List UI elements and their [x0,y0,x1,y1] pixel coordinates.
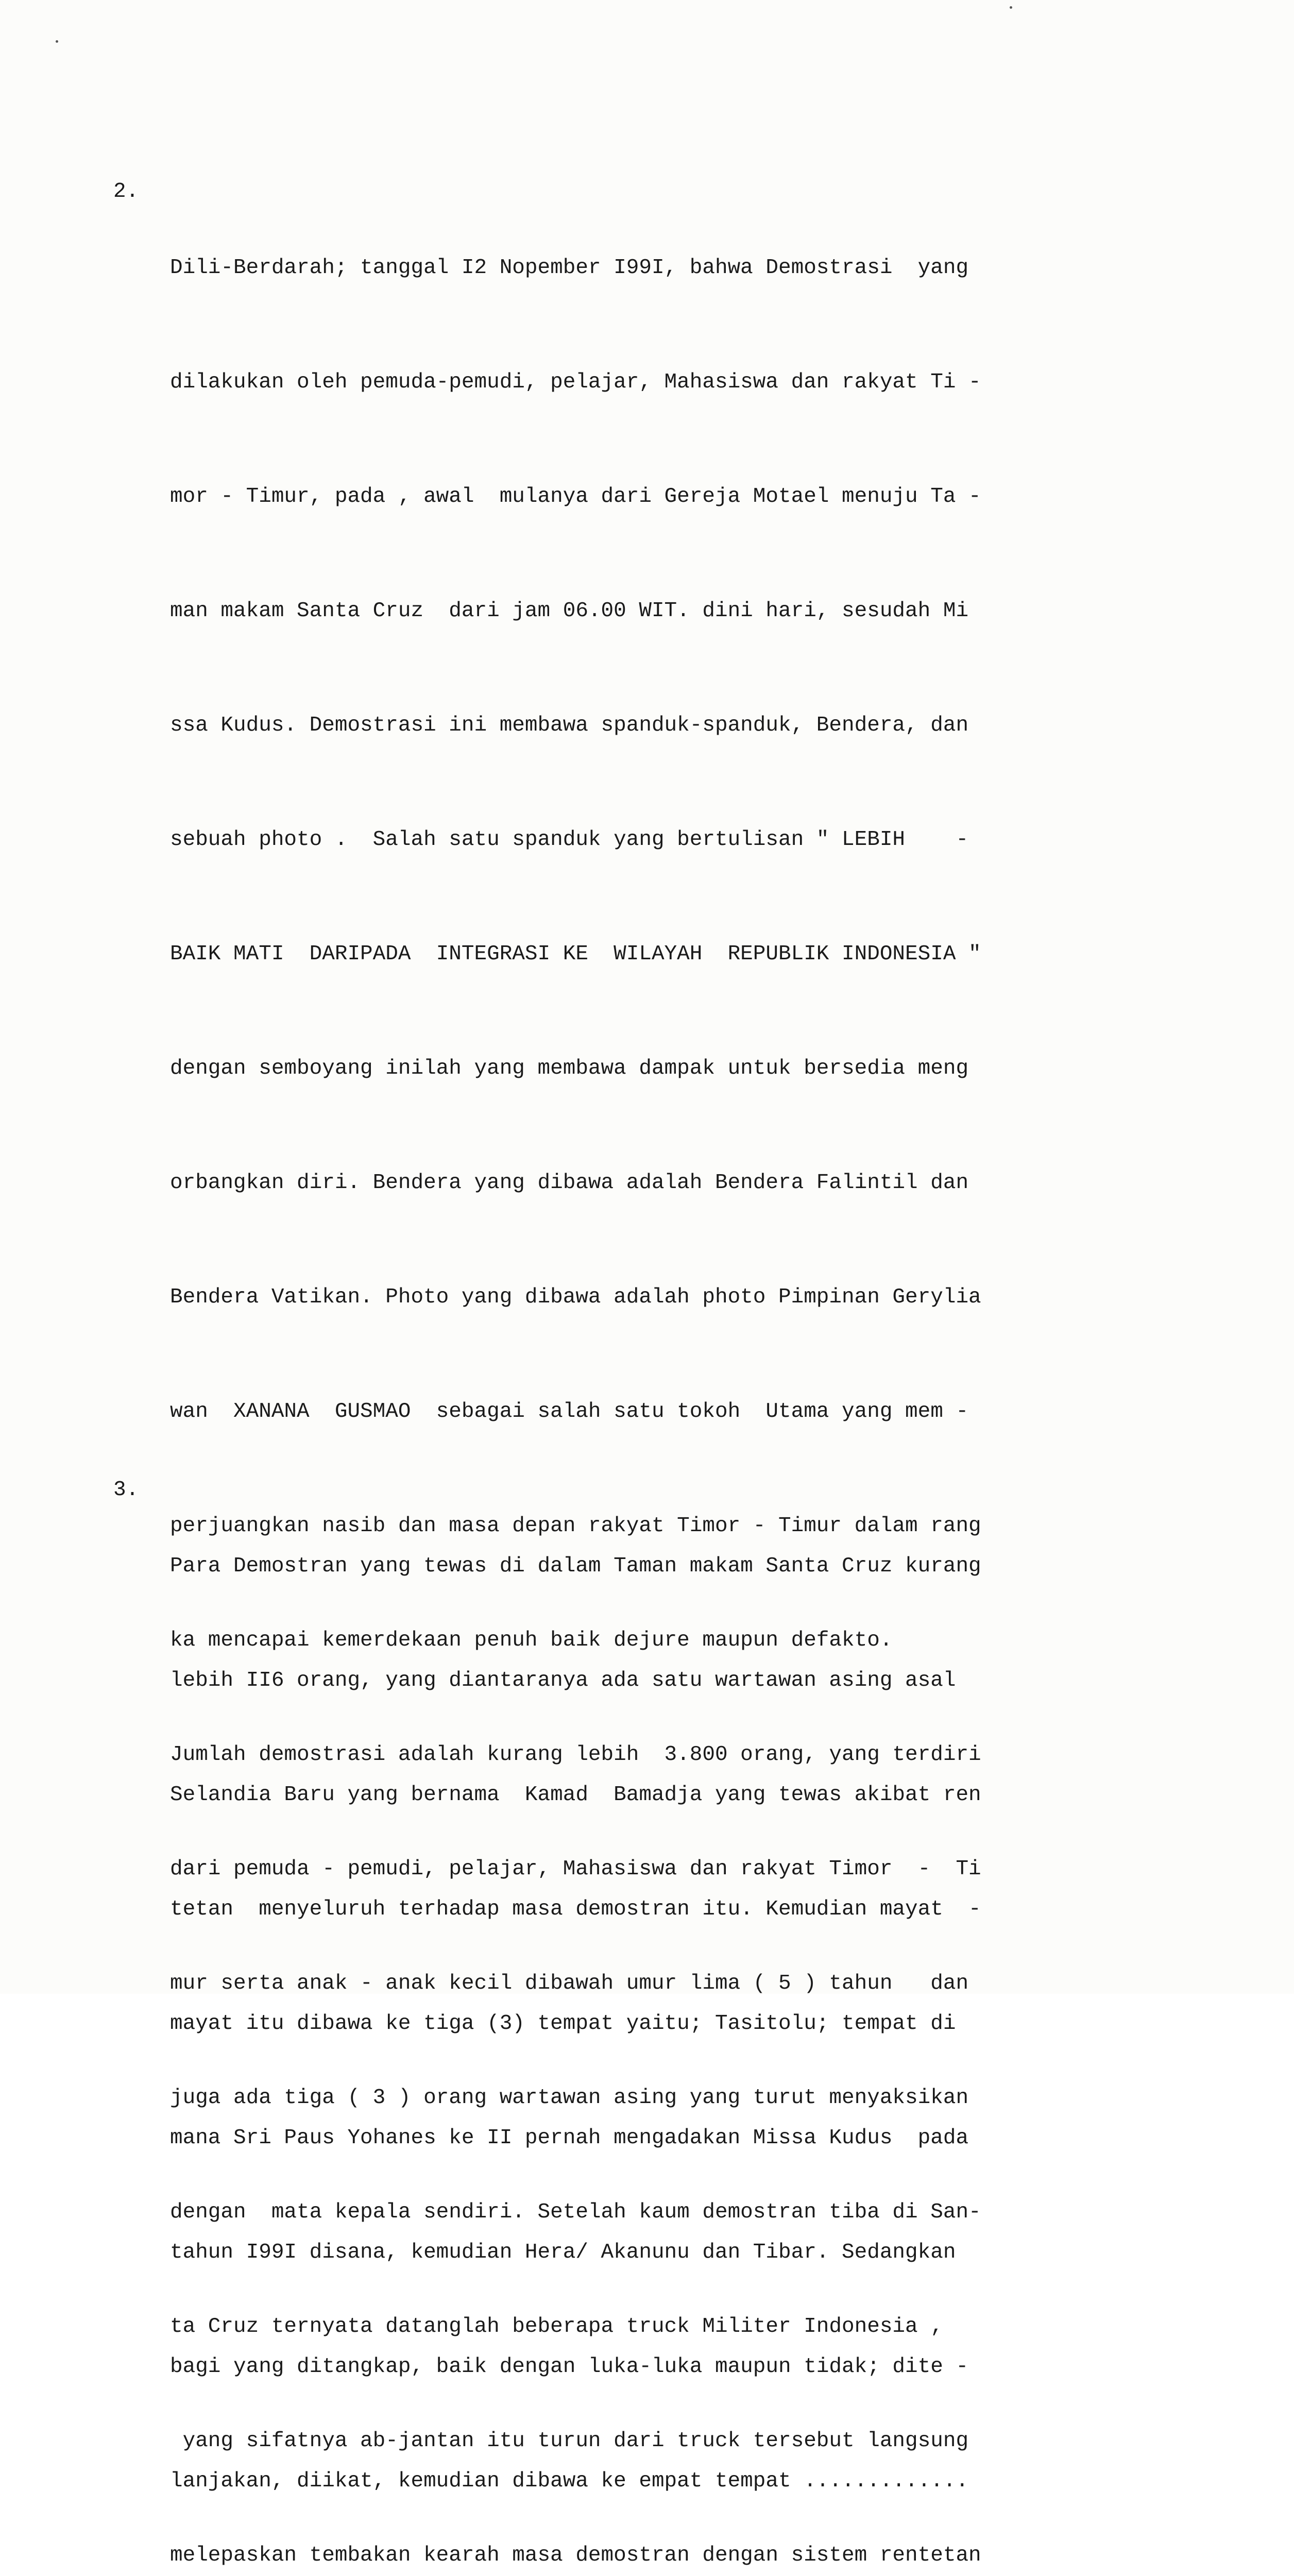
text-line: lebih II6 orang, yang diantaranya ada satu wartawan asing asal [170,1669,956,1692]
text-line: Selandia Baru yang bernama Kamad Bamadja yang tewas akibat ren [170,1783,981,1807]
text-line: ssa Kudus. Demostrasi ini membawa spanduk-spanduk, Bendera, dan [170,714,969,737]
text-line: ta Cruz ternyata datanglah beberapa truck Militer Indonesia , [170,2315,943,2338]
text-line: perjuangkan nasib dan masa depan rakyat Timor - Timur dalam rang [170,1514,981,1538]
text-line: mur serta anak - anak kecil dibawah umur lima ( 5 ) tahun dan [170,1972,969,1995]
text-line: dari pemuda - pemudi, pelajar, Mahasiswa dan rakyat Timor - Ti [170,1857,981,1881]
text-line: sebuah photo . Salah satu spanduk yang bertulisan " LEBIH - [170,828,969,852]
paragraph-number: 2. [113,180,139,204]
text-line: juga ada tiga ( 3 ) orang wartawan asing yang turut menyaksikan [170,2086,969,2110]
text-line: tetan menyeluruh terhadap masa demostran itu. Kemudian mayat - [170,1897,981,1921]
text-line: ka mencapai kemerdekaan penuh baik dejure maupun defakto. [170,1629,893,1652]
scan-speck [56,40,58,43]
text-line: tahun I99I disana, kemudian Hera/ Akanunu dan Tibar. Sedangkan [170,2241,956,2264]
text-line: dengan mata kepala sendiri. Setelah kaum demostran tiba di San- [170,2200,981,2224]
text-line: melepaskan tembakan kearah masa demostran dengan sistem rentetan [170,2544,981,2567]
text-line: mayat itu dibawa ke tiga (3) tempat yaitu; Tasitolu; tempat di [170,2012,956,2036]
text-line: dilakukan oleh pemuda-pemudi, pelajar, Mahasiswa dan rakyat Ti - [170,370,981,394]
text-line: BAIK MATI DARIPADA INTEGRASI KE WILAYAH REPUBLIK INDONESIA " [170,942,981,966]
text-line: mor - Timur, pada , awal mulanya dari Gereja Motael menuju Ta - [170,485,981,509]
text-line: Bendera Vatikan. Photo yang dibawa adalah photo Pimpinan Gerylia [170,1285,981,1309]
text-line: man makam Santa Cruz dari jam 06.00 WIT. dini hari, sesudah Mi [170,599,969,623]
paragraph-text [170,1471,1221,2576]
numbered-paragraph-3 [113,1471,1221,2576]
text-line: wan XANANA GUSMAO sebagai salah satu tokoh Utama yang mem - [170,1400,969,1423]
text-line: Jumlah demostrasi adalah kurang lebih 3.800 orang, yang terdiri [170,1743,981,1767]
text-line: yang sifatnya ab-jantan itu turun dari truck tersebut langsung [170,2429,969,2453]
text-line: Dili-Berdarah; tanggal I2 Nopember I99I, bahwa Demostrasi yang [170,256,969,280]
text-line: bagi yang ditangkap, baik dengan luka-luka maupun tidak; dite - [170,2355,969,2379]
text-line: dengan semboyang inilah yang membawa dampak untuk bersedia meng [170,1057,969,1080]
text-line: Para Demostran yang tewas di dalam Taman makam Santa Cruz kurang [170,1554,981,1578]
scan-speck [1010,6,1012,9]
text-line: mana Sri Paus Yohanes ke II pernah mengadakan Missa Kudus pada [170,2126,969,2150]
paragraph-number: 3. [113,1478,139,1502]
text-line: orbangkan diri. Bendera yang dibawa adalah Bendera Falintil dan [170,1171,969,1195]
text-line: lanjakan, diikat, kemudian dibawa ke empat tempat ............. [170,2469,969,2493]
